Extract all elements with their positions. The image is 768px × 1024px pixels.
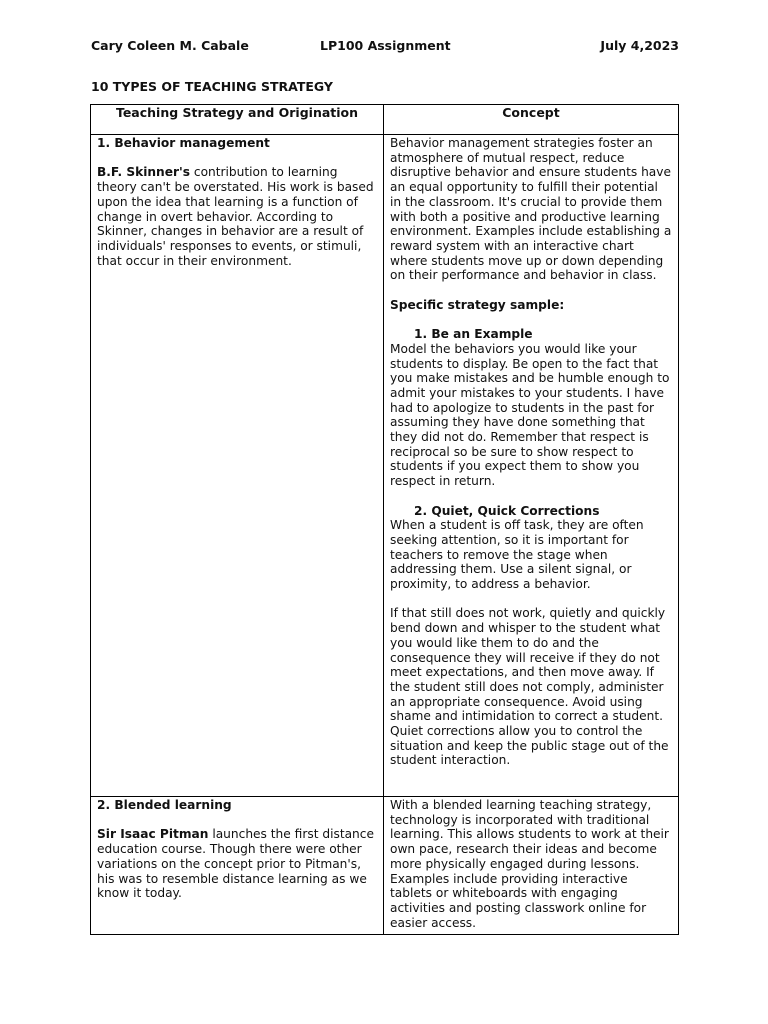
origin-paragraph <box>97 165 377 268</box>
page-header <box>91 38 679 56</box>
strategy-cell <box>91 135 384 797</box>
sample-title: 2. Quiet, Quick Corrections <box>414 503 600 518</box>
origin-text: contribution to learning theory can't be overstated. His work is based upon the idea that learning is a function of change in overt behavior. According to Skinner, changes in behavior are a result of individuals' responses to events, or stimuli, that occur in their environment. <box>97 165 374 268</box>
concept-cell <box>384 135 679 797</box>
sample-heading: Specific strategy sample: <box>390 297 565 312</box>
strategy-title: 1. Behavior management <box>97 136 270 150</box>
sample-paragraph: If that still does not work, quietly and quickly bend down and whisper to the student what you would like them to do and the consequence they will receive if they do not meet expectations, and then move away. If the student still does not comply, administer an appropriate consequence. Avoid using shame and intimidation to correct a student. Quiet corrections allow you to control the situation and keep the public stage out of the student interaction. <box>390 606 669 768</box>
document-title: 10 TYPES OF TEACHING STRATEGY <box>91 79 333 94</box>
document-date: July 4,2023 <box>600 38 679 53</box>
strategy-table <box>90 104 679 935</box>
table-row <box>91 135 679 797</box>
column-header-strategy: Teaching Strategy and Origination <box>91 105 384 135</box>
origin-paragraph <box>97 827 377 901</box>
sample-paragraph: When a student is off task, they are often seeking attention, so it is important for teachers to remove the stage when addressing them. Use a silent signal, or proximity, to address a behavior. <box>390 518 644 592</box>
origin-person: B.F. Skinner's <box>97 165 190 180</box>
strategy-cell <box>91 797 384 935</box>
origin-text: launches the first distance education course. Though there were other variations on the concept prior to Pitman's, his was to resemble distance learning as we know it today. <box>97 827 374 901</box>
strategy-title: 2. Blended learning <box>97 798 232 812</box>
concept-intro: Behavior management strategies foster an atmosphere of mutual respect, reduce disruptive behavior and ensure students have an equal opportunity to fulfill their potential in the classroom. It's crucial to provide them with both a positive and productive learning environment. Examples include establishing a reward system with an interactive chart where students move up or down depending on their performance and behavior in class. <box>390 136 672 283</box>
course-title: LP100 Assignment <box>320 38 451 53</box>
concept-cell <box>384 797 679 935</box>
sample-paragraph: Model the behaviors you would like your students to display. Be open to the fact that you make mistakes and be humble enough to admit your mistakes to your students. I have had to apologize to students in the past for assuming they have done something that they did not do. Remember that respect is reciprocal so be sure to show respect to students if you expect them to show you respect in return. <box>390 341 670 489</box>
table-row <box>91 797 679 935</box>
concept-intro: With a blended learning teaching strategy, technology is incorporated with traditional learning. This allows students to work at their own pace, research their ideas and become more physically engaged during lessons. Examples include providing interactive tablets or whiteboards with engaging activities and posting classwork online for easier access. <box>390 798 669 930</box>
author-name: Cary Coleen M. Cabale <box>91 38 249 53</box>
column-header-concept: Concept <box>384 105 679 135</box>
table-header-row <box>91 105 679 135</box>
sample-title: 1. Be an Example <box>414 327 533 342</box>
origin-person: Sir Isaac Pitman <box>97 827 209 842</box>
